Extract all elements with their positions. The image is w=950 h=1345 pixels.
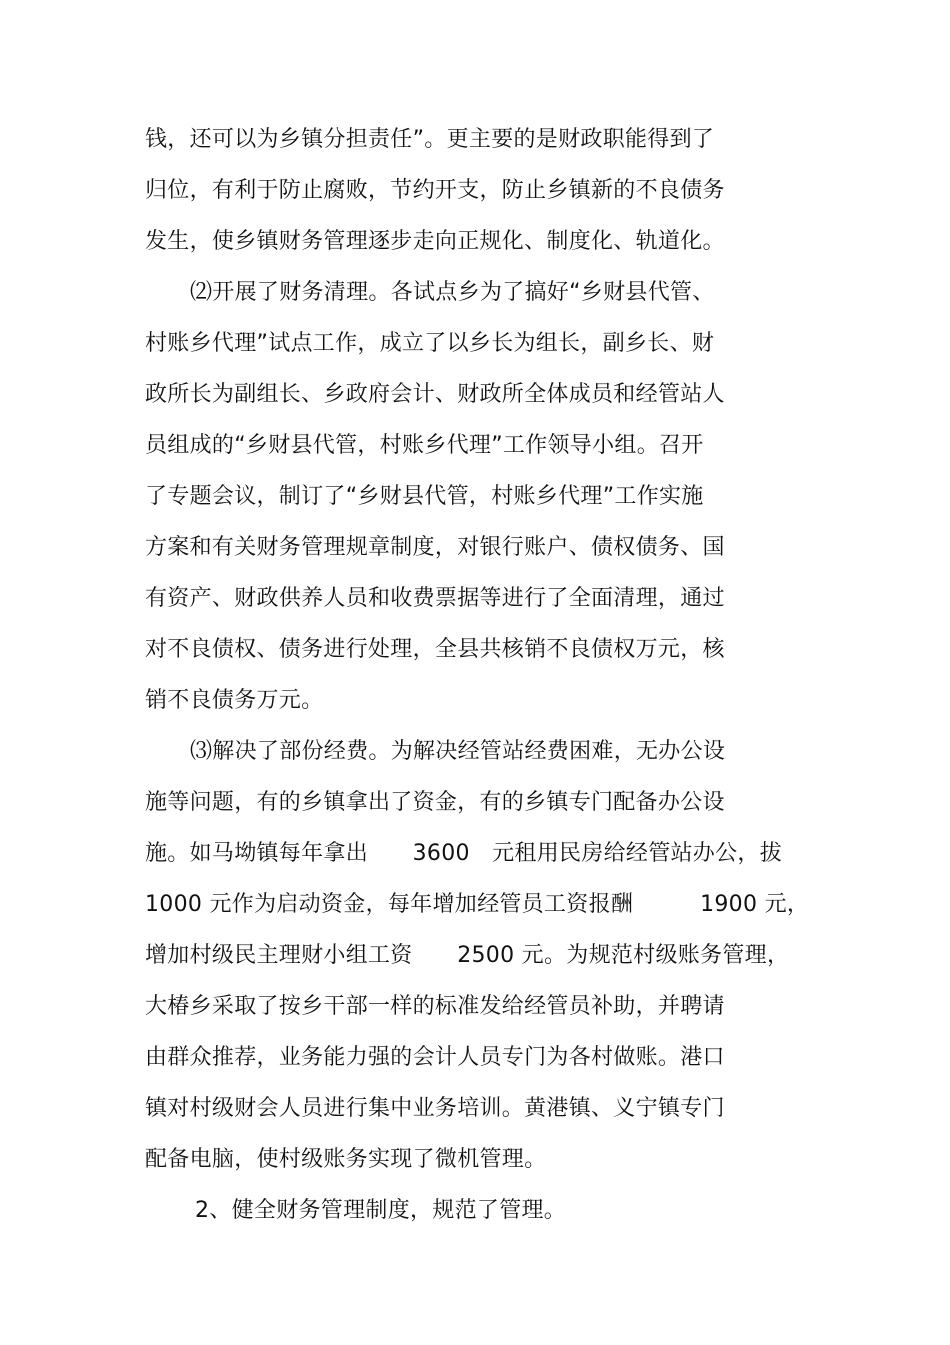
- paragraph-start-line: ⑶解决了部份经费。为解决经管站经费困难，无办公设: [190, 739, 726, 764]
- text-line: 发生，使乡镇财务管理逐步走向正规化、制度化、轨道化。: [145, 229, 725, 254]
- text-line: 1000 元作为启动资金，每年增加经管员工资报酬 1900 元，: [145, 892, 810, 917]
- text-line: 大椿乡采取了按乡干部一样的标准发给经管员补助，并聘请: [145, 994, 725, 1019]
- text-line: 对不良债权、债务进行处理，全县共核销不良债权万元，核: [145, 637, 725, 662]
- text-line: 方案和有关财务管理规章制度，对银行账户、债权债务、国: [145, 535, 725, 560]
- paragraph-start-line: ⑵开展了财务清理。各试点乡为了搞好“乡财县代管、: [190, 280, 715, 305]
- text-line: 施等问题，有的乡镇拿出了资金，有的乡镇专门配备办公设: [145, 790, 725, 815]
- text-line: 施。如马坳镇每年拿出 3600 元租用民房给经管站办公，拔: [145, 841, 782, 866]
- text-line: 由群众推荐，业务能力强的会计人员专门为各村做账。港口: [145, 1045, 725, 1070]
- text-line: 村账乡代理”试点工作，成立了以乡长为组长，副乡长、财: [145, 331, 715, 356]
- text-line: 归位，有利于防止腐败，节约开支，防止乡镇新的不良债务: [145, 178, 725, 203]
- text-line: 有资产、财政供养人员和收费票据等进行了全面清理，通过: [145, 586, 725, 611]
- section-heading-line: 2、健全财务管理制度，规范了管理。: [195, 1198, 567, 1223]
- text-line: 员组成的“乡财县代管，村账乡代理”工作领导小组。召开: [145, 433, 704, 458]
- text-line: 政所长为副组长、乡政府会计、财政所全体成员和经管站人: [145, 382, 725, 407]
- text-line: 镇对村级财会人员进行集中业务培训。黄港镇、义宁镇专门: [145, 1096, 725, 1121]
- text-line: 了专题会议，制订了“乡财县代管，村账乡代理”工作实施: [145, 484, 704, 509]
- text-line: 增加村级民主理财小组工资 2500 元。为规范村级账务管理，: [145, 943, 790, 968]
- text-line: 销不良债务万元。: [145, 688, 324, 713]
- text-line: 钱，还可以为乡镇分担责任”。更主要的是财政职能得到了: [145, 127, 715, 152]
- text-line: 配备电脑，使村级账务实现了微机管理。: [145, 1147, 547, 1172]
